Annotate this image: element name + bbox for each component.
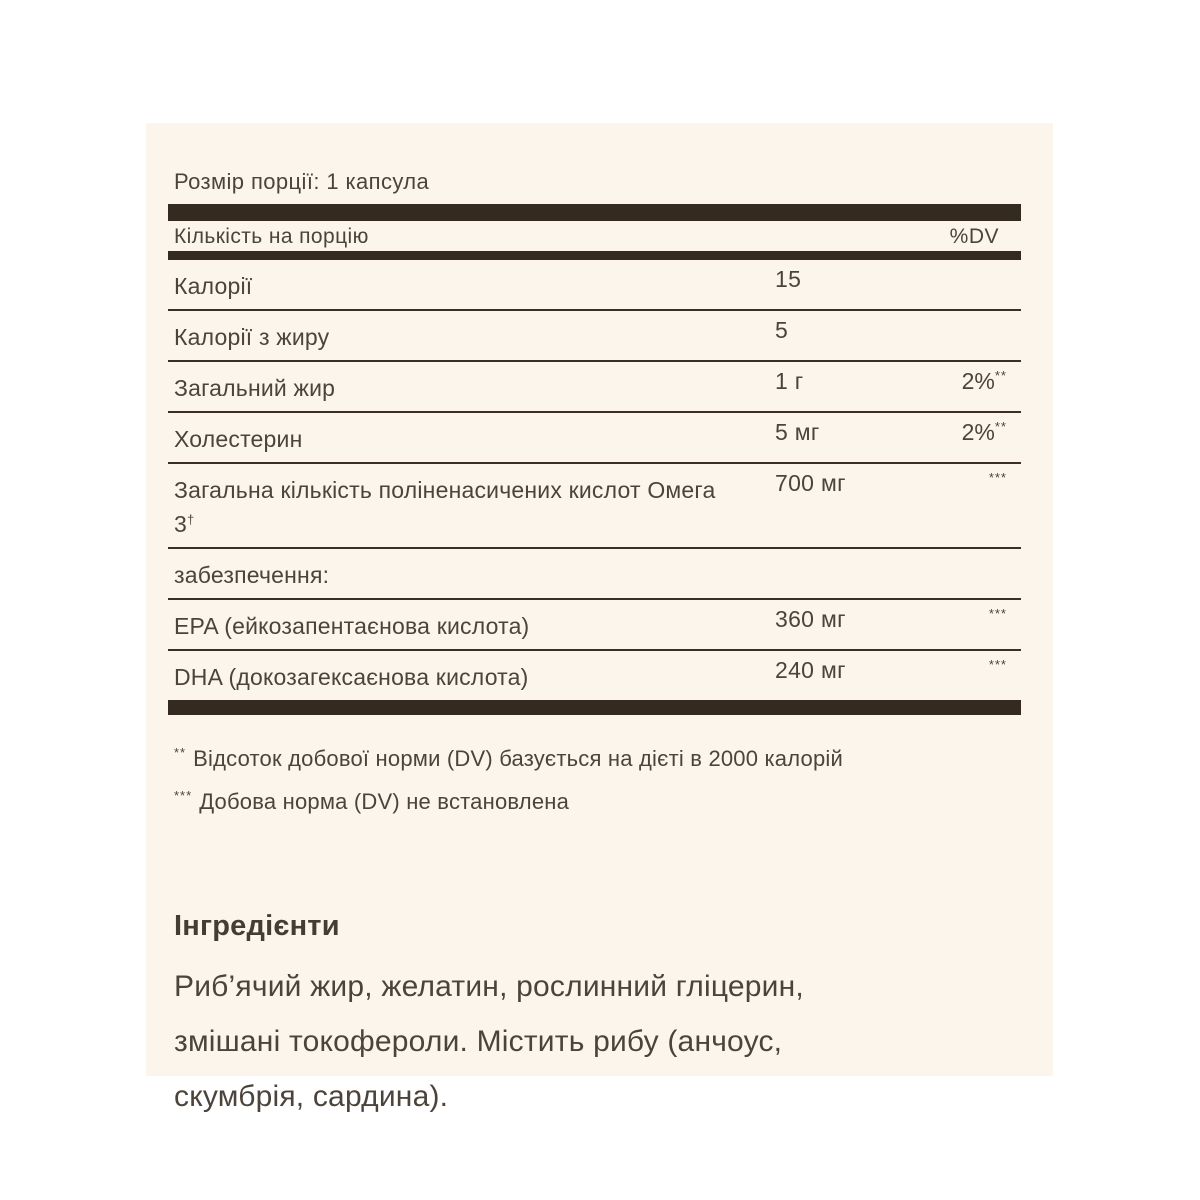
- nutrient-amount: 1 г: [775, 368, 804, 394]
- nutrient-name: Загальна кількість поліненасичених кислот Омега 3†: [174, 477, 716, 537]
- ingredients-text: Риб’ячий жир, желатин, рослинний гліцерин, змішані токофероли. Містить рибу (анчоус, скумбрія, сардина).: [174, 970, 804, 1113]
- amount-per-serving-label: Кількість на порцію: [174, 225, 369, 248]
- ingredients-section: [168, 910, 1021, 1124]
- facts-table-header: [168, 221, 1021, 251]
- nutrient-dv: ***: [988, 470, 1007, 485]
- serving-size-text: Розмір порції: 1 капсула: [174, 169, 430, 194]
- nutrient-dv: ***: [988, 606, 1007, 621]
- nutrient-name: Холестерин: [174, 426, 303, 452]
- nutrient-name: Загальний жир: [174, 375, 336, 401]
- percent-dv-label: %DV: [949, 225, 999, 248]
- footnotes: [168, 734, 1021, 820]
- nutrient-name: EPA (ейкозапентаєнова кислота): [174, 613, 530, 639]
- nutrient-row-total-fat: [168, 362, 1021, 413]
- footnote-dv-basis: ** Відсоток добової норми (DV) базується на дієті в 2000 калорій: [174, 745, 843, 771]
- nutrient-name: Калорії з жиру: [174, 324, 330, 350]
- footnote-dv-not-established: *** Добова норма (DV) не встановлена: [174, 788, 570, 814]
- nutrient-amount: 700 мг: [775, 470, 846, 496]
- nutrient-row-provided-by: [168, 549, 1021, 600]
- divider-bar-medium: [168, 251, 1021, 260]
- divider-bar-thick-top: [168, 204, 1021, 221]
- nutrient-name: Калорії: [174, 273, 253, 299]
- nutrient-amount: 360 мг: [775, 606, 846, 632]
- nutrient-amount: 240 мг: [775, 657, 846, 683]
- divider-bar-thick-bottom: [168, 700, 1021, 715]
- nutrient-dv: 2%**: [961, 419, 1007, 445]
- nutrient-amount: 15: [775, 266, 802, 292]
- nutrient-amount: 5 мг: [775, 419, 820, 445]
- nutrient-row-cholesterol: [168, 413, 1021, 464]
- nutrient-row-calories: [168, 260, 1021, 311]
- ingredients-title: Інгредієнти: [174, 910, 340, 942]
- nutrient-row-dha: [168, 651, 1021, 700]
- nutrient-dv: ***: [988, 657, 1007, 672]
- nutrient-row-calories-from-fat: [168, 311, 1021, 362]
- supplement-facts-label: [146, 123, 1053, 1113]
- nutrient-row-epa: [168, 600, 1021, 651]
- nutrient-amount: 5: [775, 317, 789, 343]
- nutrient-row-omega3-total: [168, 464, 1021, 549]
- nutrient-name: DHA (докозагексаєнова кислота): [174, 664, 529, 690]
- nutrient-dv: 2%**: [961, 368, 1007, 394]
- facts-table: [168, 260, 1021, 700]
- nutrient-name: забезпечення:: [174, 562, 330, 588]
